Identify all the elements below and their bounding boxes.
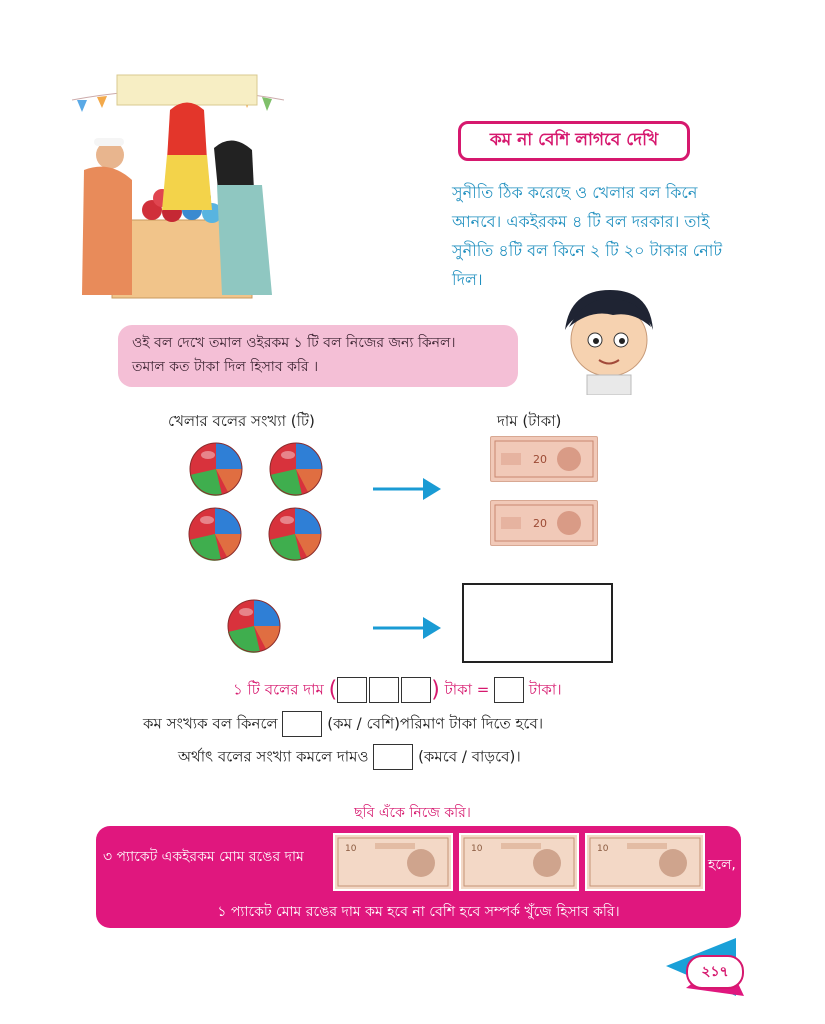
callout-line-1: ওই বল দেখে তমাল ওইরকম ১ টি বল নিজের জন্য কিনল।: [132, 335, 456, 351]
callout-line-2: তমাল কত টাকা দিল হিসাব করি ।: [132, 359, 319, 375]
answer-digit-box[interactable]: [369, 677, 399, 703]
draw-heading: ছবি এঁকে নিজে করি।: [354, 805, 471, 821]
q1-taka-label: টাকা =: [444, 680, 490, 699]
beach-ball-icon: [188, 441, 244, 497]
answer-box-small[interactable]: [494, 677, 524, 703]
section-title: কম না বেশি লাগবে দেখি: [458, 121, 690, 161]
answer-digit-box[interactable]: [337, 677, 367, 703]
balls-column-header: খেলার বলের সংখ্যা (টি): [168, 412, 315, 430]
note-value: 10: [345, 844, 357, 854]
q2-label: কম সংখ্যক বল কিনলে: [143, 714, 278, 733]
ten-rupee-note: [459, 833, 579, 891]
intro-line-3: সুনীতি ৪টি বল কিনে ২ টি ২০ টাকার নোট: [452, 241, 723, 260]
market-stall-illustration: [72, 70, 284, 300]
beach-ball-icon: [226, 598, 282, 654]
twenty-rupee-note: [490, 436, 598, 482]
intro-line-1: সুনীতি ঠিক করেছে ও খেলার বল কিনে: [452, 183, 698, 202]
twenty-rupee-note: [490, 500, 598, 546]
intro-line-2: আনবে। একইরকম ৪ টি বল দরকার। তাই: [452, 212, 710, 231]
beach-ball-icon: [268, 441, 324, 497]
page-number: ২১৭: [686, 955, 744, 989]
intro-line-4: দিল।: [452, 270, 483, 289]
question-2: [143, 711, 543, 738]
answer-box-small[interactable]: [282, 711, 322, 737]
q3-end-label: (কমবে / বাড়বে)।: [418, 747, 521, 766]
note-value: 20: [533, 453, 547, 466]
q3-label: অর্থাৎ বলের সংখ্যা কমলে দামও: [178, 747, 369, 766]
q1-label: ১ টি বলের দাম: [233, 680, 324, 699]
ten-rupee-note: [585, 833, 705, 891]
intro-paragraph: [452, 178, 742, 294]
beach-ball-icon: [187, 506, 243, 562]
open-paren: (: [328, 677, 338, 703]
answer-box[interactable]: [462, 583, 613, 663]
note-value: 10: [471, 844, 483, 854]
question-1: [233, 677, 562, 704]
beach-ball-icon: [267, 506, 323, 562]
q1-end-label: টাকা।: [528, 680, 562, 699]
band-text-2: হলে,: [708, 857, 736, 873]
answer-box-small[interactable]: [373, 744, 413, 770]
ten-rupee-note: [333, 833, 453, 891]
right-arrow-icon: [373, 615, 443, 641]
band-text-1: ৩ প্যাকেট একইরকম মোম রঙের দাম: [103, 849, 304, 865]
boy-illustration: [555, 285, 660, 395]
band-text-3: ১ প্যাকেট মোম রঙের দাম কম হবে না বেশি হবে সম্পর্ক খুঁজে হিসাব করি।: [217, 904, 620, 920]
note-value: 10: [597, 844, 609, 854]
question-3: [178, 744, 521, 771]
story-callout: [118, 325, 518, 387]
q2-end-label: (কম / বেশি)পরিমাণ টাকা দিতে হবে।: [327, 714, 544, 733]
close-paren: ): [431, 677, 440, 703]
note-value: 20: [533, 517, 547, 530]
price-column-header: দাম (টাকা): [497, 412, 562, 430]
answer-digit-box[interactable]: [401, 677, 431, 703]
right-arrow-icon: [373, 476, 443, 502]
